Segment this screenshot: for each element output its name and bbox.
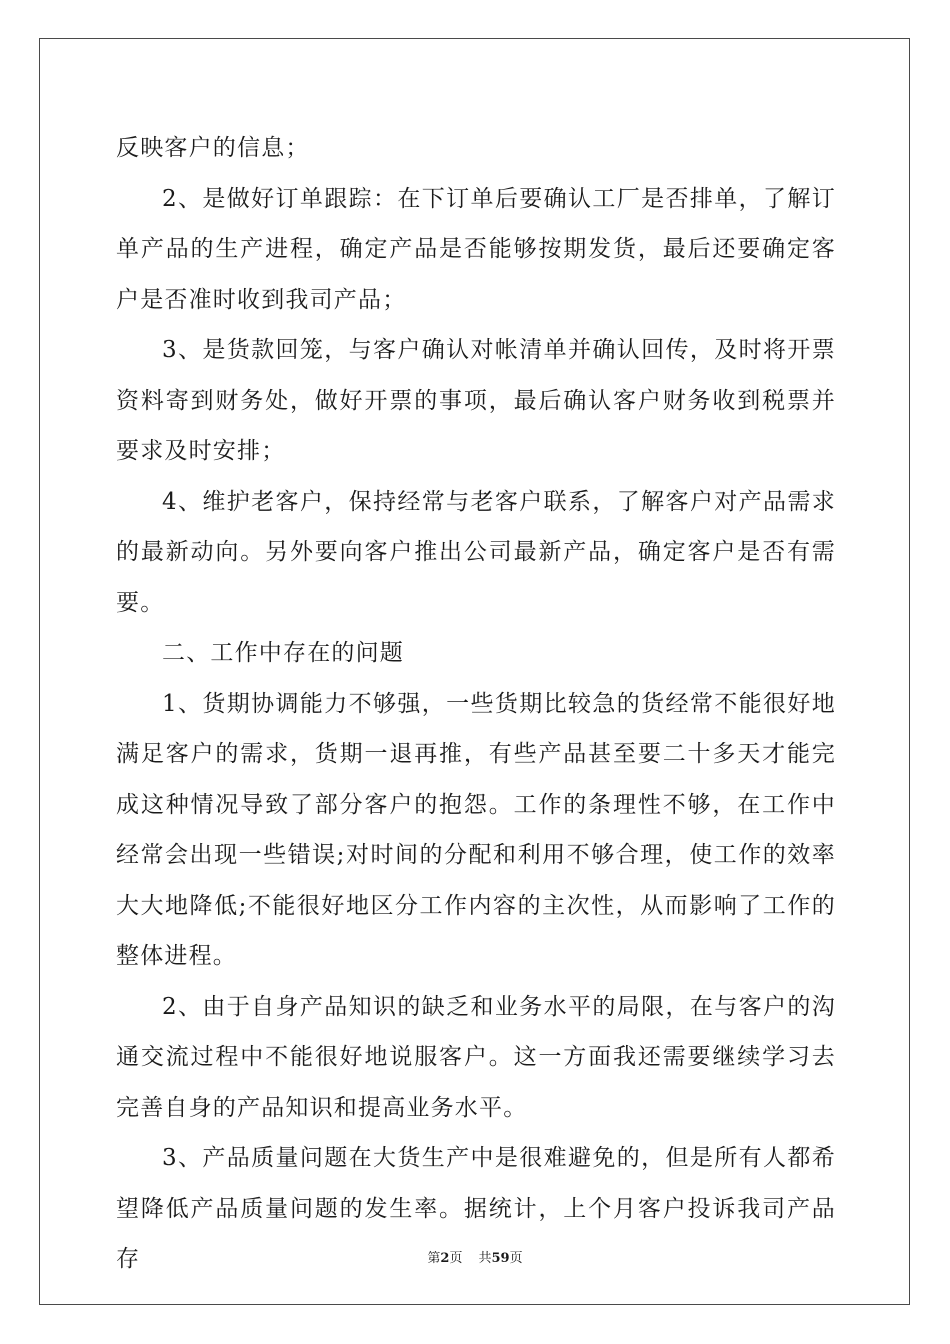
body-paragraph: 二、工作中存在的问题: [162, 640, 404, 666]
body-paragraph: 2、由于自身产品知识的缺乏和业务水平的局限，在与客户的沟通交流过程中不能很好地说服客户。这一方面我还需要继续学习去完善自身的产品知识和提高业务水平。: [116, 993, 836, 1121]
page-label-suffix: 页: [449, 1251, 463, 1266]
body-paragraph: 反映客户的信息；: [116, 135, 310, 161]
page-label-prefix: 第: [427, 1251, 441, 1266]
page-footer: [0, 1247, 950, 1266]
body-paragraph: 1、货期协调能力不够强，一些货期比较急的货经常不能很好地满足客户的需求，货期一退再推，有些产品甚至要二十多天才能完成这种情况导致了部分客户的抱怨。工作的条理性不够，在工作中经常会出现一些错误;对时间的分配和利用不够合理，使工作的效率大大地降低;不能很好地区分工作内容的主次性，从而影响了工作的整体进程。: [116, 690, 836, 969]
document-body: [116, 123, 836, 1285]
body-paragraph: 4、维护老客户，保持经常与老客户联系，了解客户对产品需求的最新动向。另外要向客户推出公司最新产品，确定客户是否有需要。: [116, 488, 836, 616]
body-paragraph: 3、产品质量问题在大货生产中是很难避免的，但是所有人都希望降低产品质量问题的发生率。据统计，上个月客户投诉我司产品存: [116, 1145, 836, 1272]
total-page-count: 59: [491, 1251, 510, 1266]
body-paragraph: 2、是做好订单跟踪：在下订单后要确认工厂是否排单，了解订单产品的生产进程，确定产品是否能够按期发货，最后还要确定客户是否准时收到我司产品；: [116, 185, 836, 313]
total-label-prefix: 共: [478, 1251, 492, 1266]
total-label-suffix: 页: [509, 1251, 523, 1266]
current-page-number: 2: [440, 1251, 450, 1266]
body-paragraph: 3、是货款回笼，与客户确认对帐清单并确认回传，及时将开票资料寄到财务处，做好开票的事项，最后确认客户财务收到税票并要求及时安排；: [116, 337, 836, 464]
